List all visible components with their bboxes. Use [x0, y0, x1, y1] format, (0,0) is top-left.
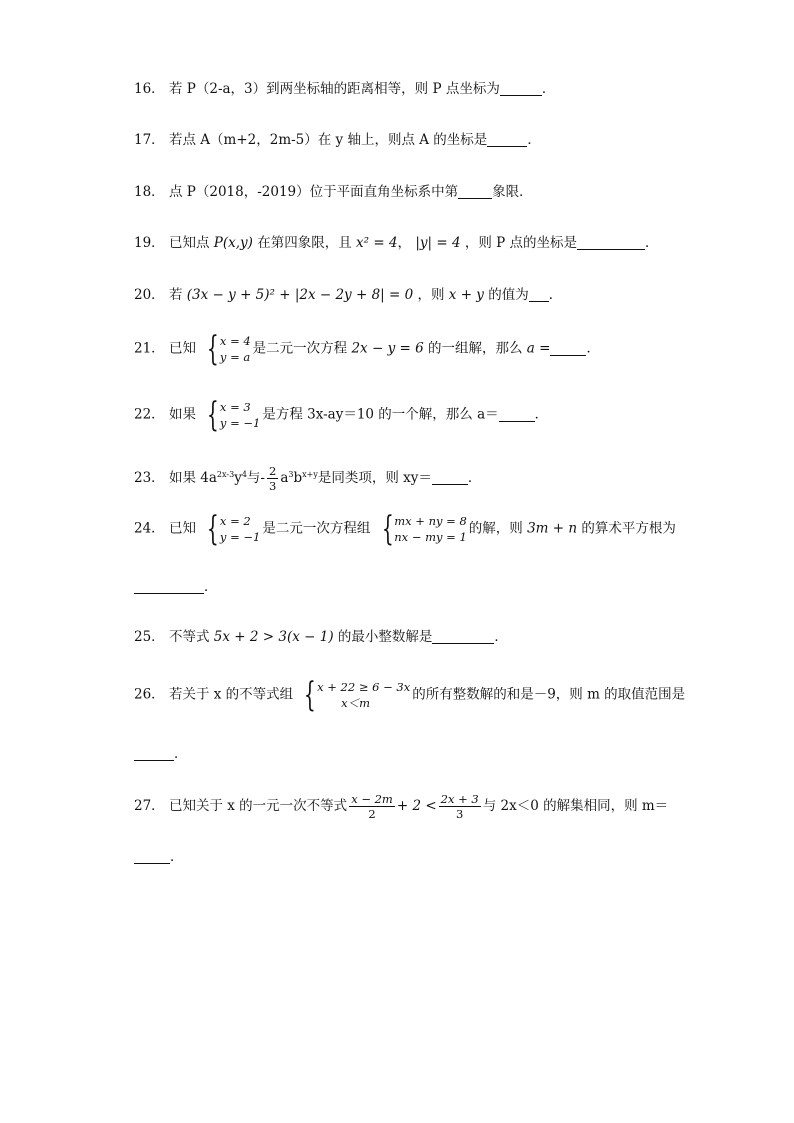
question-number: 16． — [134, 81, 165, 97]
fraction: $\frac{2}{3}$ — [268, 464, 277, 493]
brace-icon: { — [207, 329, 220, 369]
question-26: 26． 若关于 x 的不等式组 { x + 22 ≥ 6 − 3x x＜m 的所有整数解的和是－9，则 m 的取值范围是 — [134, 675, 686, 715]
question-number: 26． — [134, 686, 165, 703]
answer-blank[interactable] — [529, 287, 549, 302]
question-number: 24． — [134, 520, 165, 537]
question-27-answer-line: ． — [134, 848, 184, 866]
question-number: 19． — [134, 235, 165, 251]
brace-icon: { — [207, 395, 220, 435]
answer-blank[interactable] — [577, 235, 645, 250]
question-24-answer-line: ． — [134, 578, 218, 596]
question-number: 27． — [134, 798, 165, 814]
brace-icon: { — [207, 509, 220, 549]
equation-system: { x = 4 y = a — [207, 329, 251, 369]
equation: |y| = 4 — [415, 235, 461, 251]
question-number: 20． — [134, 287, 165, 303]
question-26-answer-line: ． — [134, 745, 188, 763]
question-number: 22． — [134, 406, 165, 423]
question-19: 19． 已知点 P(x,y) 在第四象限，且 x² = 4， |y| = 4 ，则 P 点的坐标是 ． — [134, 235, 659, 251]
question-number: 21． — [134, 340, 165, 357]
equation-system: { x = 2 y = −1 — [207, 509, 261, 549]
question-text: 若 P（2-a，3）到两坐标轴的距离相等，则 P 点坐标为 — [168, 81, 500, 97]
answer-blank[interactable] — [458, 184, 492, 199]
question-23: 23． 如果 $4a^{2x-3}y^4$与- $\frac{2}{3}$ $a^3b^{x+y}$是同类项，则 xy＝ ． — [134, 464, 482, 493]
brace-icon: { — [381, 509, 394, 549]
inequality: 5x + 2 > 3(x − 1) — [213, 629, 334, 645]
equation: 2x − y = 6 — [351, 340, 424, 357]
answer-blank[interactable] — [550, 341, 586, 356]
question-number: 25． — [134, 629, 165, 645]
question-21: 21． 已知 { x = 4 y = a 是二元一次方程 2x − y = 6 的一组解，那么 a = ． — [134, 329, 600, 369]
expression: x + y — [448, 287, 484, 303]
answer-blank[interactable] — [432, 470, 468, 485]
question-number: 17． — [134, 132, 165, 148]
answer-blank[interactable] — [134, 746, 174, 761]
question-number: 18． — [134, 184, 165, 200]
expression: (3x − y + 5)² + |2x − 2y + 8| = 0 — [186, 287, 414, 303]
question-22: 22． 如果 { x = 3 y = −1 是方程 3x-ay＝10 的一个解，那么 a＝ ． — [134, 395, 549, 435]
equation-system: { mx + ny = 8 nx − my = 1 — [381, 509, 467, 549]
question-number: 23． — [134, 470, 165, 486]
question-20: 20． 若 (3x − y + 5)² + |2x − 2y + 8| = 0 ，则 x + y 的值为 ． — [134, 287, 563, 303]
answer-blank[interactable] — [432, 629, 494, 644]
question-25: 25． 不等式 5x + 2 > 3(x − 1) 的最小整数解是 ． — [134, 629, 508, 645]
question-27: 27． 已知关于 x 的一元一次不等式 $\frac{x - 2m}{2}$ + 2 < $\frac{2x + 3}{3}$ 与 2x＜0 的解集相同，则 m＝ — [134, 792, 669, 821]
answer-blank[interactable] — [487, 132, 527, 147]
question-18: 18． 点 P（2018，-2019）位于平面直角坐标系中第 象限． — [134, 184, 533, 200]
fraction: $\frac{2x + 3}{3}$ — [440, 792, 479, 821]
question-text: 若点 A（m+2，2m-5）在 y 轴上，则点 A 的坐标是 — [168, 132, 488, 148]
answer-blank[interactable] — [500, 81, 542, 96]
equation-system: { x = 3 y = −1 — [207, 395, 261, 435]
question-17: 17． 若点 A（m+2，2m-5）在 y 轴上，则点 A 的坐标是 ． — [134, 132, 541, 148]
answer-blank[interactable] — [134, 579, 204, 594]
point-expression: P(x,y) — [213, 235, 253, 251]
expression: 3m + n — [527, 520, 578, 537]
question-16: 16． 若 P（2-a，3）到两坐标轴的距离相等，则 P 点坐标为 ． — [134, 81, 556, 97]
inequality-system: { x + 22 ≥ 6 − 3x x＜m — [304, 675, 411, 715]
answer-blank[interactable] — [499, 407, 535, 422]
brace-icon: { — [304, 675, 317, 715]
fraction: $\frac{x - 2m}{2}$ — [351, 792, 393, 821]
question-text: 点 P（2018，-2019）位于平面直角坐标系中第 — [168, 184, 459, 200]
answer-blank[interactable] — [134, 849, 170, 864]
question-24: 24． 已知 { x = 2 y = −1 是二元一次方程组 { mx + ny = 8 nx − my = 1 的解，则 3m + n 的算术平方根为 — [134, 509, 676, 549]
equation: x² = 4 — [356, 235, 398, 251]
